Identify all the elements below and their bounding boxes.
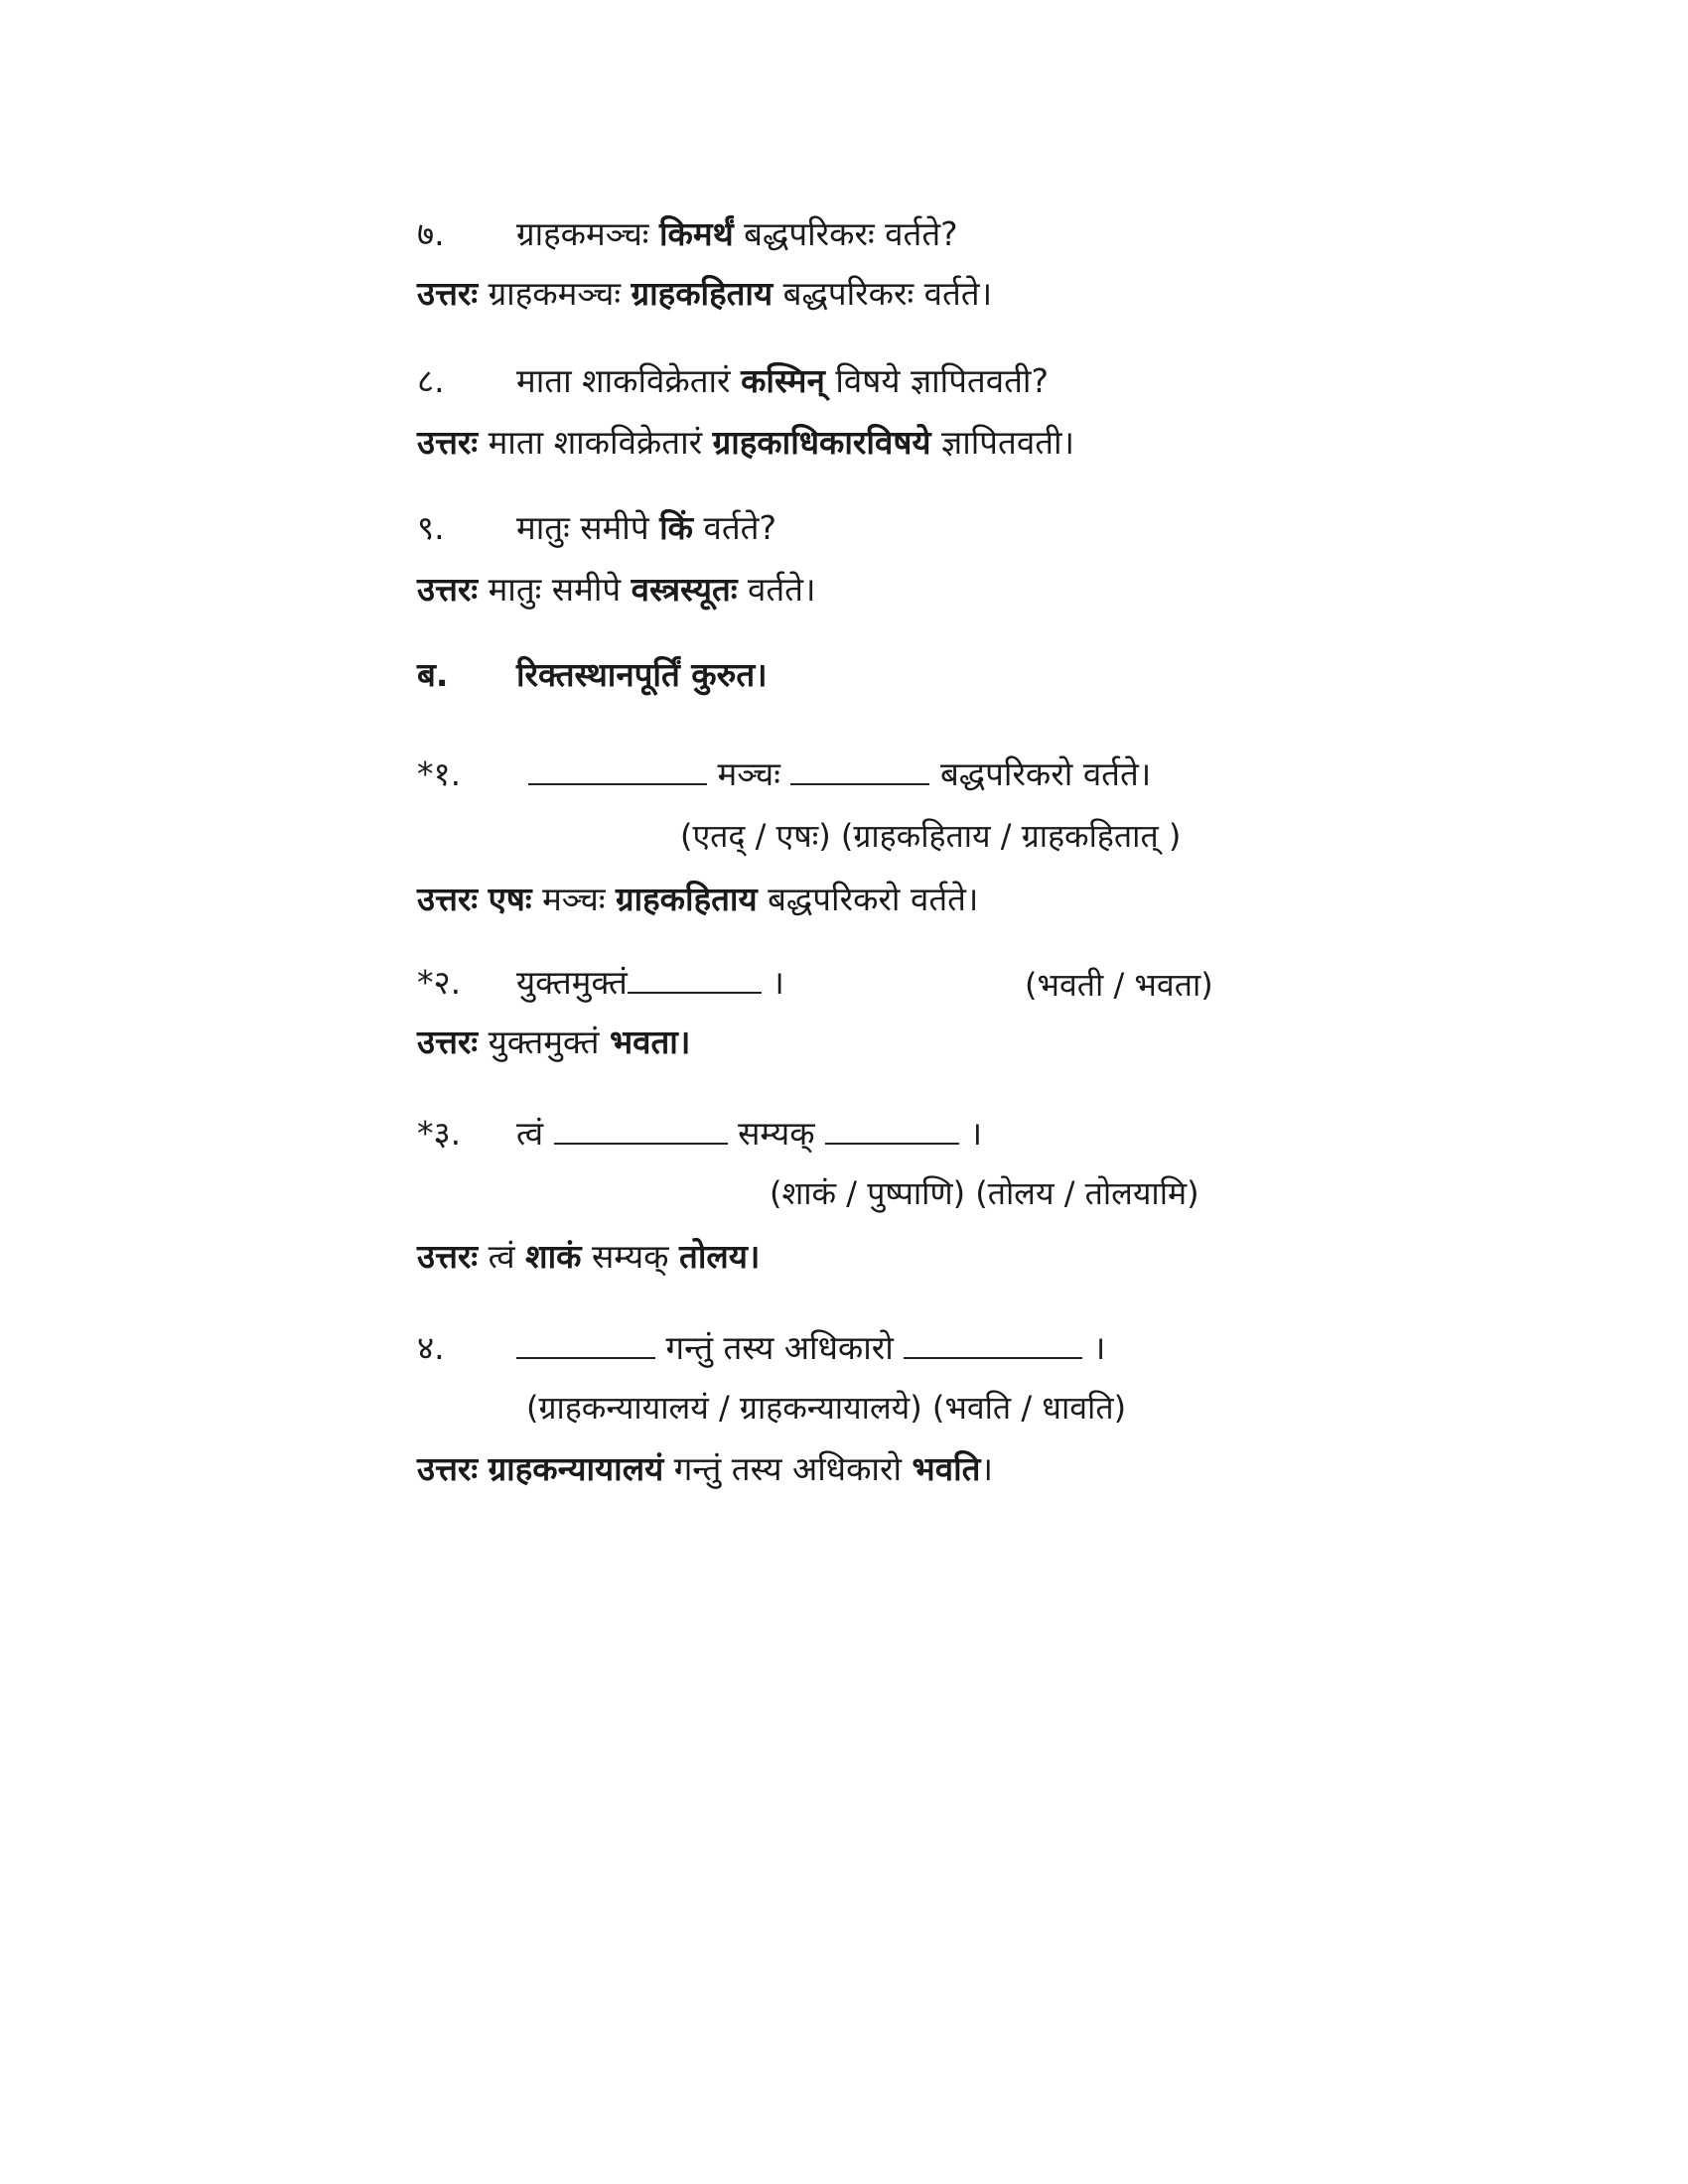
question-number: *१. bbox=[417, 754, 462, 793]
question-text-end: वर्तते? bbox=[703, 508, 776, 547]
question-text-end: बद्धपरिकरो वर्तते। bbox=[939, 754, 1152, 793]
question-number: *२. bbox=[417, 963, 462, 1002]
answer-text-end: । bbox=[980, 1449, 993, 1488]
answer-7 bbox=[417, 272, 992, 316]
answer-text: त्वं bbox=[488, 1237, 515, 1276]
question-text: त्वं bbox=[516, 1114, 544, 1153]
answer-label: उत्तरः bbox=[417, 570, 479, 609]
blank-line bbox=[516, 1327, 655, 1359]
answer-keyword: भवता। bbox=[609, 1023, 691, 1061]
answer-label: उत्तरः bbox=[417, 1023, 479, 1061]
answer-keyword: ग्राहकाधिकारविषये bbox=[712, 423, 931, 462]
question-keyword: किं bbox=[659, 508, 693, 547]
blank-line bbox=[790, 753, 929, 785]
section-b-heading bbox=[417, 653, 768, 697]
fill-blank-2 bbox=[417, 961, 784, 1005]
answer-label: उत्तरः bbox=[417, 1237, 479, 1276]
answer-label: उत्तरः bbox=[417, 423, 479, 462]
question-8 bbox=[417, 359, 1049, 403]
answer-text-end: वर्तते। bbox=[748, 570, 816, 609]
fill-3-options: (शाकं / पुष्पाणि) (तोलय / तोलयामि) bbox=[770, 1174, 1199, 1212]
answer-keyword: ग्राहकहिताय bbox=[631, 274, 774, 313]
blank-line bbox=[904, 1327, 1082, 1359]
question-text-end: विषये ज्ञापितवती? bbox=[835, 361, 1049, 400]
answer-keyword: भवति bbox=[912, 1449, 981, 1488]
question-number: ४. bbox=[417, 1328, 445, 1367]
answer-keyword: एषः bbox=[488, 880, 532, 918]
answer-keyword: तोलय। bbox=[679, 1237, 761, 1276]
question-number: ८. bbox=[417, 361, 445, 400]
answer-label: उत्तरः bbox=[417, 880, 479, 918]
question-text-end: । bbox=[772, 963, 784, 1002]
answer-keyword: ग्राहकहिताय bbox=[616, 880, 758, 918]
fill-blank-4 bbox=[417, 1326, 1105, 1370]
answer-8 bbox=[417, 421, 1074, 465]
answer-text-end: ज्ञापितवती। bbox=[941, 423, 1075, 462]
answer-text-end: बद्धपरिकरः वर्तते। bbox=[782, 274, 993, 313]
section-title: रिक्तस्थानपूर्तिं कुरुत। bbox=[516, 655, 768, 694]
blank-line bbox=[554, 1113, 728, 1145]
answer-text: मञ्चः bbox=[542, 880, 606, 918]
question-text: मातुः समीपे bbox=[516, 508, 649, 547]
question-text-end: बद्धपरिकरः वर्तते? bbox=[744, 214, 958, 253]
fill-blank-3 bbox=[417, 1112, 982, 1156]
answer-fill-1 bbox=[417, 878, 978, 921]
question-number: ९. bbox=[417, 508, 445, 547]
blank-line bbox=[528, 753, 707, 785]
answer-text: माता शाकविक्रेतारं bbox=[488, 423, 703, 462]
answer-text: ग्राहकमञ्चः bbox=[488, 274, 622, 313]
question-7 bbox=[417, 212, 958, 256]
question-text: मञ्चः bbox=[717, 754, 780, 793]
answer-text-end: बद्धपरिकरो वर्तते। bbox=[768, 880, 979, 918]
question-keyword: कस्मिन् bbox=[741, 361, 825, 400]
answer-text: युक्तमुक्तं bbox=[488, 1023, 600, 1061]
section-label: ब. bbox=[417, 655, 449, 694]
answer-9 bbox=[417, 568, 816, 612]
question-text-end: । bbox=[1092, 1328, 1106, 1367]
question-number: ७. bbox=[417, 214, 445, 253]
answer-label: उत्तरः bbox=[417, 1449, 479, 1488]
answer-label: उत्तरः bbox=[417, 274, 479, 313]
answer-keyword: ग्राहकन्यायालयं bbox=[488, 1449, 664, 1488]
question-keyword: किमर्थं bbox=[658, 214, 734, 253]
answer-fill-3 bbox=[417, 1235, 760, 1279]
fill-2-options: (भवती / भवता) bbox=[1025, 966, 1213, 1004]
question-number: *३. bbox=[417, 1114, 462, 1153]
blank-line bbox=[628, 962, 762, 994]
question-text: युक्तमुक्तं bbox=[516, 963, 628, 1002]
answer-keyword: वस्त्रस्यूतः bbox=[631, 570, 738, 609]
question-text: माता शाकविक्रेतारं bbox=[516, 361, 731, 400]
fill-blank-1 bbox=[417, 752, 1151, 796]
answer-fill-2 bbox=[417, 1021, 690, 1064]
answer-text-mid: सम्यक् bbox=[592, 1237, 669, 1276]
question-text: ग्राहकमञ्चः bbox=[516, 214, 649, 253]
question-text: गन्तुं तस्य अधिकारो bbox=[665, 1328, 894, 1367]
answer-text: मातुः समीपे bbox=[488, 570, 622, 609]
fill-4-options: (ग्राहकन्यायालयं / ग्राहकन्यायालये) (भवति / धावति) bbox=[526, 1389, 1127, 1427]
question-9 bbox=[417, 506, 776, 550]
blank-line bbox=[825, 1113, 959, 1145]
answer-fill-4 bbox=[417, 1447, 993, 1491]
question-text-end: । bbox=[969, 1114, 983, 1153]
answer-keyword: शाकं bbox=[525, 1237, 582, 1276]
fill-1-options: (एतद् / एषः) (ग्राहकहिताय / ग्राहकहितात् ) bbox=[680, 817, 1182, 855]
answer-text-mid: गन्तुं तस्य अधिकारो bbox=[673, 1449, 903, 1488]
question-text-mid: सम्यक् bbox=[738, 1114, 815, 1153]
